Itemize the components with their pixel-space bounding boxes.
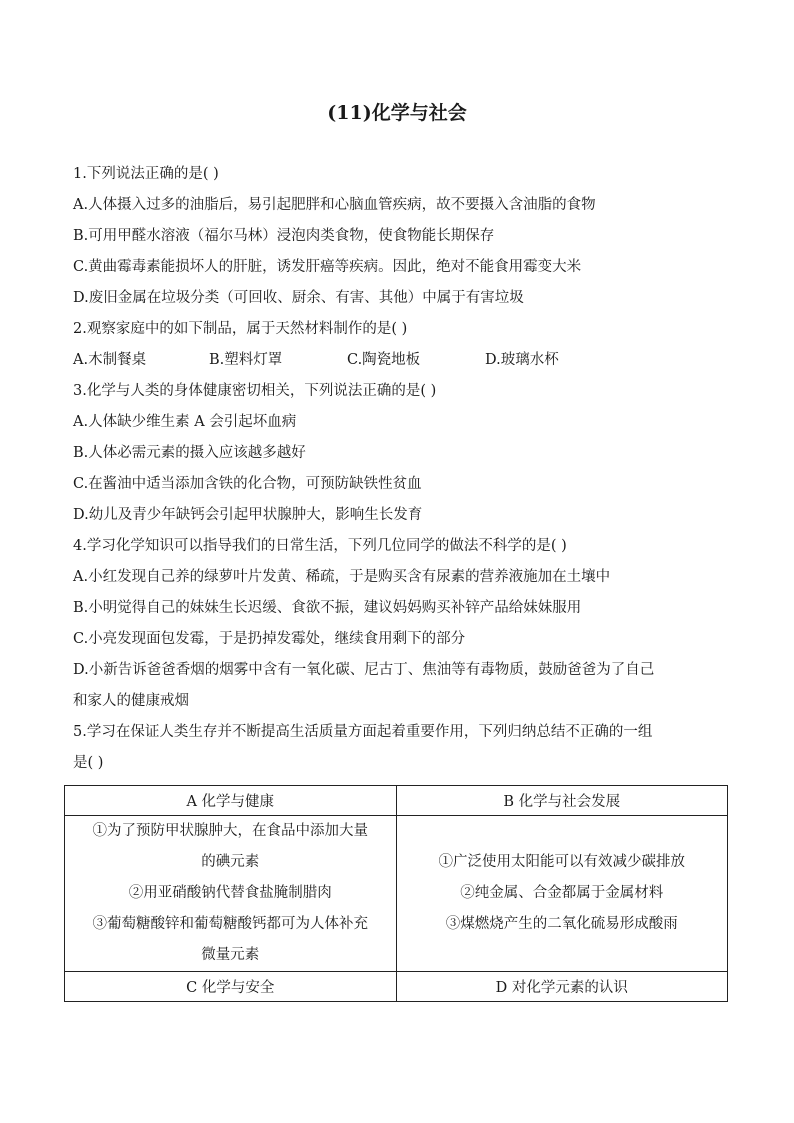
q4-option-d-line2: 和家人的健康戒烟 (73, 693, 189, 709)
q4-option-d-line1: D.小新告诉爸爸香烟的烟雾中含有一氧化碳、尼古丁、焦油等有毒物质，鼓励爸爸为了自己 (73, 662, 655, 678)
q4-option-c: C.小亮发现面包发霉，于是扔掉发霉处，继续食用剩下的部分 (73, 631, 466, 647)
cell-b-line: ①广泛使用太阳能可以有效减少碳排放 (438, 854, 685, 870)
cell-a-line: 的碘元素 (201, 854, 260, 870)
table-header-c: C 化学与安全 (65, 972, 397, 1002)
q2-option-c: C.陶瓷地板 (347, 352, 421, 368)
q3-option-b: B.人体必需元素的摄入应该越多越好 (73, 445, 306, 461)
q4-option-b: B.小明觉得自己的妹妹生长迟缓、食欲不振，建议妈妈购买补锌产品给妹妹服用 (73, 600, 582, 616)
q5-stem-line1: 5.学习在保证人类生存并不断提高生活质量方面起着重要作用，下列归纳总结不正确的一组 (73, 724, 653, 740)
q3-stem: 3.化学与人类的身体健康密切相关，下列说法正确的是( ) (73, 383, 437, 399)
page-title: (11)化学与社会 (327, 102, 467, 124)
q4-option-a: A.小红发现自己养的绿萝叶片发黄、稀疏，于是购买含有尿素的营养液施加在土壤中 (73, 569, 611, 585)
q3-option-c: C.在酱油中适当添加含铁的化合物，可预防缺铁性贫血 (73, 476, 422, 492)
q1-option-a: A.人体摄入过多的油脂后，易引起肥胖和心脑血管疾病，故不要摄入含油脂的食物 (73, 197, 596, 213)
q2-option-b: B.塑料灯罩 (209, 352, 283, 368)
q1-option-c: C.黄曲霉毒素能损坏人的肝脏，诱发肝癌等疾病。因此，绝对不能食用霉变大米 (73, 259, 582, 275)
q1-stem: 1.下列说法正确的是( ) (73, 166, 219, 182)
cell-a-line: ③葡萄糖酸锌和葡萄糖酸钙都可为人体补充 (92, 916, 368, 932)
cell-b-line: ③煤燃烧产生的二氧化硫易形成酸雨 (445, 916, 678, 932)
q5-stem-line2: 是( ) (73, 755, 104, 771)
cell-b-line: ②纯金属、合金都属于金属材料 (460, 885, 664, 901)
q4-stem: 4.学习化学知识可以指导我们的日常生活，下列几位同学的做法不科学的是( ) (73, 538, 567, 554)
q2-option-a: A.木制餐桌 (73, 352, 147, 368)
q2-options (73, 350, 559, 370)
q1-option-b: B.可用甲醛水溶液（福尔马林）浸泡肉类食物，使食物能长期保存 (73, 228, 495, 244)
cell-a-line: ①为了预防甲状腺肿大，在食品中添加大量 (92, 823, 368, 839)
table-header-d: D 对化学元素的认识 (396, 972, 728, 1002)
q3-option-a: A.人体缺少维生素 A 会引起坏血病 (73, 414, 297, 430)
table-cell-a (65, 816, 397, 972)
q2-stem: 2.观察家庭中的如下制品，属于天然材料制作的是( ) (73, 321, 408, 337)
table-header-b: B 化学与社会发展 (396, 786, 728, 816)
q1-option-d: D.废旧金属在垃圾分类（可回收、厨余、有害、其他）中属于有害垃圾 (73, 290, 524, 306)
cell-a-line: ②用亚硝酸钠代替食盐腌制腊肉 (128, 885, 332, 901)
q3-option-d: D.幼儿及青少年缺钙会引起甲状腺肿大，影响生长发育 (73, 507, 423, 523)
table-header-a: A 化学与健康 (65, 786, 397, 816)
table-cell-b (396, 816, 728, 972)
q2-option-d: D.玻璃水杯 (485, 352, 559, 368)
q5-table (64, 785, 728, 1002)
cell-a-line: 微量元素 (201, 947, 260, 963)
